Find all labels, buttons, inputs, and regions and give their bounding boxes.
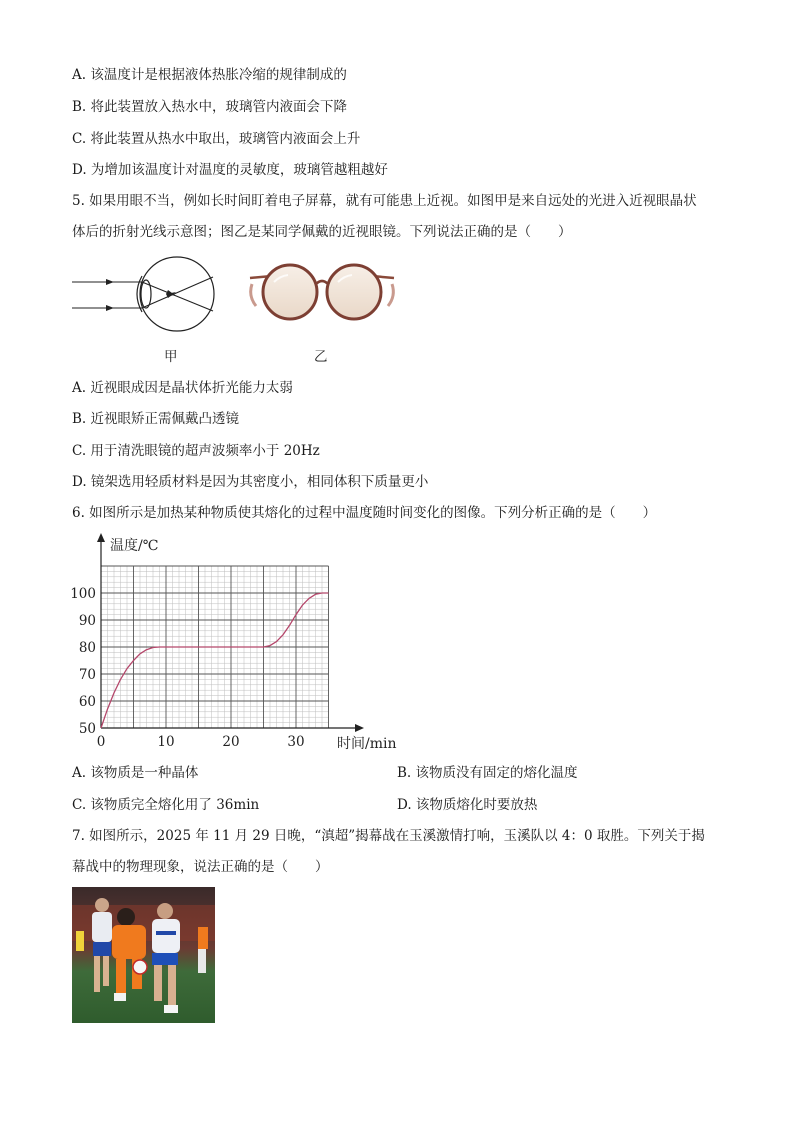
chart-x-ticks — [97, 734, 305, 750]
q6-option-c: C. 该物质完全熔化用了 36min — [72, 797, 260, 813]
q5-stem-line1: 5. 如果用眼不当，例如长时间盯着电子屏幕，就有可能患上近视。如图甲是来自远处的光进入近视眼晶状 — [72, 193, 697, 209]
chart-x-axis-label: 时间/min — [337, 736, 397, 752]
chart-y-tick-label: 60 — [78, 694, 96, 710]
chart-x-tick-label: 20 — [222, 734, 240, 750]
eye-diagram — [70, 253, 220, 335]
chart-series-line — [101, 593, 329, 728]
q4-option-c: C. 将此装置从热水中取出，玻璃管内液面会上升 — [72, 131, 361, 147]
chart-x-tick-label: 30 — [287, 734, 305, 750]
q6-option-d: D. 该物质熔化时要放热 — [397, 797, 538, 813]
football-match-photo — [72, 887, 215, 1023]
chart-y-tick-label: 70 — [78, 667, 96, 683]
chart-y-ticks — [70, 586, 96, 737]
temperature-time-chart — [70, 530, 410, 758]
q6-option-b: B. 该物质没有固定的熔化温度 — [397, 765, 578, 781]
glasses-image — [246, 262, 398, 324]
chart-axes — [97, 533, 364, 732]
chart-y-tick-label: 50 — [78, 721, 96, 737]
q7-stem-line2: 幕战中的物理现象，说法正确的是（ ） — [72, 859, 329, 875]
q4-option-a: A. 该温度计是根据液体热胀冷缩的规律制成的 — [72, 67, 347, 83]
q6-option-a: A. 该物质是一种晶体 — [72, 765, 199, 781]
q5-option-d: D. 镜架选用轻质材料是因为其密度小，相同体积下质量更小 — [72, 474, 429, 490]
q5-stem-line2: 体后的折射光线示意图；图乙是某同学佩戴的近视眼镜。下列说法正确的是（ ） — [72, 224, 572, 240]
q6-stem: 6. 如图所示是加热某种物质使其熔化的过程中温度随时间变化的图像。下列分析正确的是（ ） — [72, 505, 657, 521]
chart-y-tick-label: 80 — [78, 640, 96, 656]
q5-option-c: C. 用于清洗眼镜的超声波频率小于 20Hz — [72, 443, 320, 459]
chart-y-tick-label: 90 — [78, 613, 96, 629]
q5-option-b: B. 近视眼矫正需佩戴凸透镜 — [72, 411, 240, 427]
figure-a-label: 甲 — [164, 349, 178, 365]
chart-x-tick-label: 10 — [157, 734, 175, 750]
chart-y-tick-label: 100 — [70, 586, 96, 602]
figure-b-label: 乙 — [314, 349, 328, 365]
q5-option-a: A. 近视眼成因是晶状体折光能力太弱 — [72, 380, 293, 396]
chart-x-tick-label: 0 — [96, 734, 106, 750]
q7-stem-line1: 7. 如图所示，2025 年 11 月 29 日晚，“滇超”揭幕战在玉溪激情打响，玉溪队以 4：0 取胜。下列关于揭 — [72, 828, 705, 844]
chart-y-axis-label: 温度/℃ — [110, 538, 159, 554]
q4-option-d: D. 为增加该温度计对温度的灵敏度，玻璃管越粗越好 — [72, 162, 388, 178]
q4-option-b: B. 将此装置放入热水中，玻璃管内液面会下降 — [72, 99, 348, 115]
